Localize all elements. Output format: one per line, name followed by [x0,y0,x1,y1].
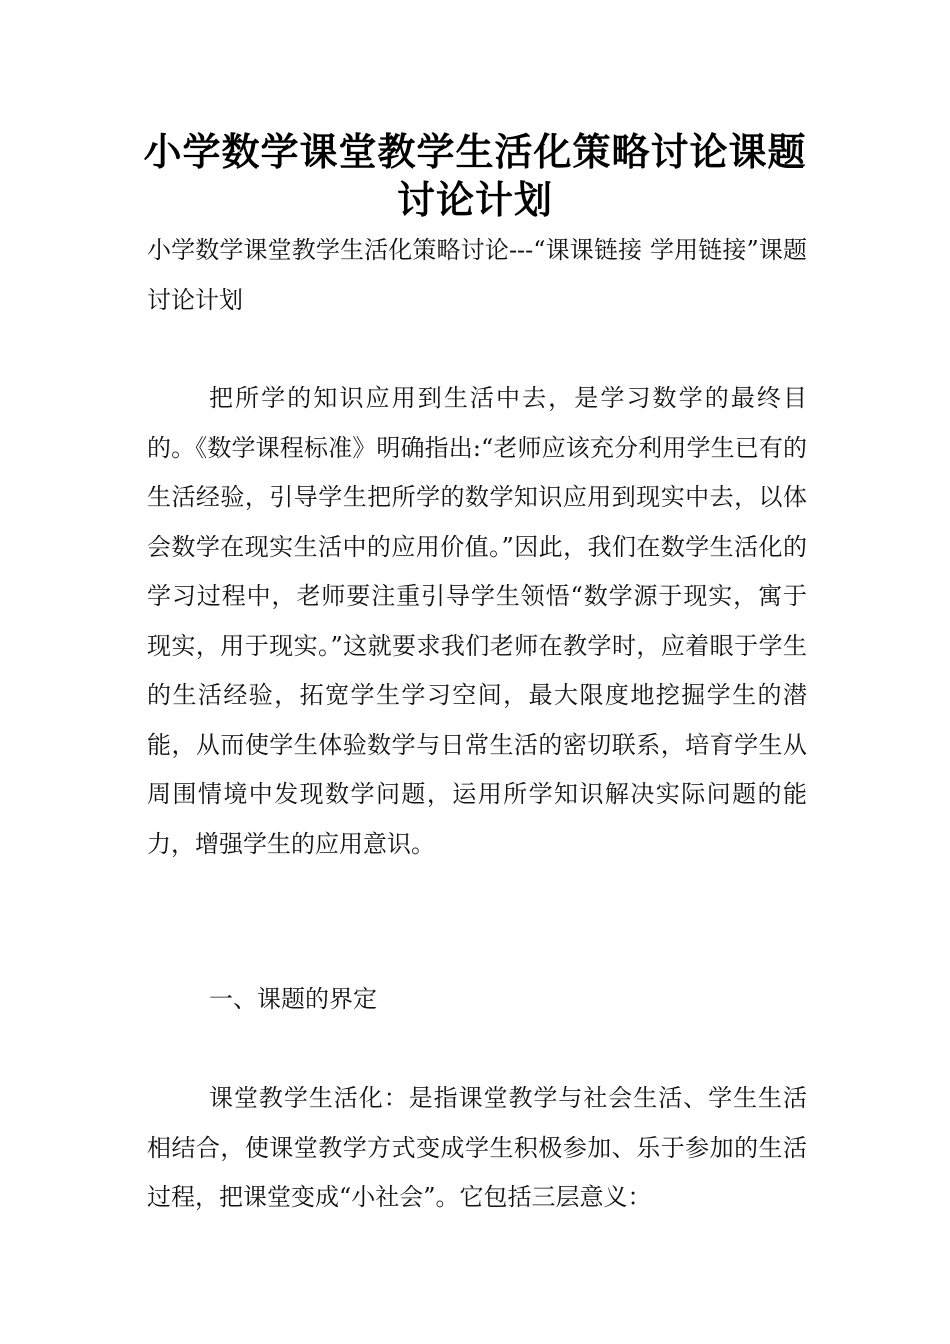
section-heading-definition: 一、课题的界定 [209,985,377,1013]
document-subtitle: 小学数学课堂教学生活化策略讨论---“课课链接 学用链接”课题讨论计划 [147,236,807,314]
body-paragraph-definition: 课堂教学生活化：是指课堂教学与社会生活、学生生活相结合，使课堂教学方式变成学生积极参加、乐于参加的生活过程，把课堂变成“小社会”。它包括三层意义： [147,1084,807,1211]
body-paragraph-intro: 把所学的知识应用到生活中去，是学习数学的最终目的。《数学课程标准》明确指出:“老师应该充分利用学生已有的生活经验，引导学生把所学的数学知识应用到现实中去，以体会数学在现实生活中的应用价值。”因此，我们在数学生活化的学习过程中，老师要注重引导学生领悟“数学源于现实，寓于现实，用于现实。”这就要求我们老师在教学时，应着眼于学生的生活经验，拓宽学生学习空间，最大限度地挖掘学生的潜能，从而使学生体验数学与日常生活的密切联系，培育学生从周围情境中发现数学问题，运用所学知识解决实际问题的能力，增强学生的应用意识。 [147,384,807,858]
document-title-line2: 讨论计划 [396,178,553,222]
document-title-line1: 小学数学课堂教学生活化策略讨论课题 [143,130,807,174]
